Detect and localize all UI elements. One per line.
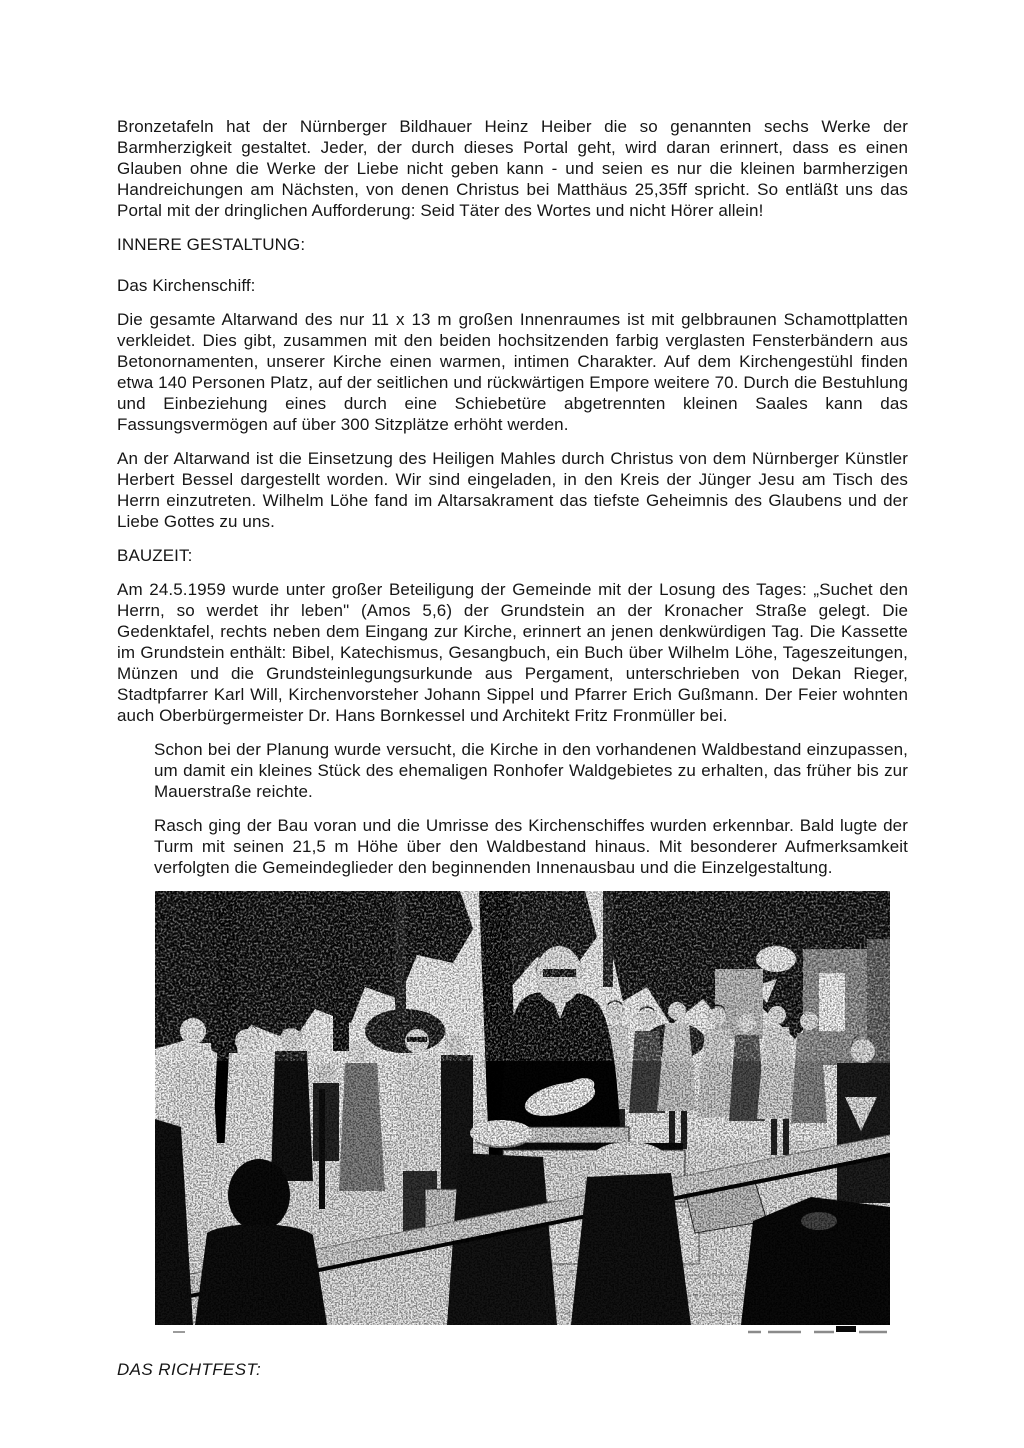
photo-grain-overlay xyxy=(155,891,890,1325)
paragraph-bronzetafeln: Bronzetafeln hat der Nürnberger Bildhauer Heinz Heiber die so genannten sechs Werke der Barmherzigkeit gestaltet. Jeder, der durch dieses Portal geht, wird daran erinnert, dass es einen Glauben ohne die Werke der Liebe nicht geben kann - und seien es nur die kleinen barmherzigen Handreichungen am Nächsten, von denen Christus bei Matthäus 25,35ff spricht. So entläßt uns das Portal mit der dringlichen Aufforderung: Seid Täter des Wortes und nicht Hörer allein! xyxy=(117,117,908,220)
grundsteinlegung-photo xyxy=(155,891,890,1337)
heading-innere-gestaltung: INNERE GESTALTUNG: xyxy=(117,235,306,254)
paragraph-baufortschritt: Rasch ging der Bau voran und die Umrisse des Kirchenschiffes wurden erkennbar. Bald lugte der Turm mit seinen 21,5 m Höhe über den Waldbestand hinaus. Mit besonderer Aufmerksamkeit verfolgten die Gemeindeglieder den beginnenden Innenausbau und die Einzelgestaltung. xyxy=(154,816,908,877)
heading-bauzeit: BAUZEIT: xyxy=(117,546,193,565)
paragraph-planung: Schon bei der Planung wurde versucht, die Kirche in den vorhandenen Waldbestand einzupassen, um damit ein kleines Stück des ehemaligen Ronhofer Waldgebietes zu erhalten, das früher bis zur Mauerstraße reichte. xyxy=(154,740,908,801)
heading-das-richtfest: DAS RICHTFEST: xyxy=(117,1360,262,1379)
photo-scan-artifacts xyxy=(173,1326,887,1332)
paragraph-heiliges-mahl: An der Altarwand ist die Einsetzung des Heiligen Mahles durch Christus von dem Nürnberger Künstler Herbert Bessel dargestellt worden. Wir sind eingeladen, in den Kreis der Jünger Jesu am Tisch des Herrn einzutreten. Wilhelm Löhe fand im Altarsakrament das tiefste Geheimnis des Glaubens und der Liebe Gottes zu uns. xyxy=(117,449,908,531)
subheading-das-kirchenschiff: Das Kirchenschiff: xyxy=(117,276,256,295)
paragraph-grundsteinlegung: Am 24.5.1959 wurde unter großer Beteiligung der Gemeinde mit der Losung des Tages: „Suchet den Herrn, so werdet ihr leben" (Amos 5,6) der Grundstein an der Kronacher Straße gelegt. Die Gedenktafel, rechts neben dem Eingang zur Kirche, erinnert an jenen denkwürdigen Tag. Die Kassette im Grundstein enthält: Bibel, Katechismus, Gesangbuch, ein Buch über Wilhelm Löhe, Tageszeitungen, Münzen und die Grundsteinlegungsurkunde aus Pergament, unterschrieben von Dekan Rieger, Stadtpfarrer Karl Will, Kirchenvorsteher Johann Sippel und Pfarrer Erich Gußmann. Der Feier wohnten auch Oberbürgermeister Dr. Hans Bornkessel und Architekt Fritz Fronmüller bei. xyxy=(117,580,908,725)
paragraph-altarwand: Die gesamte Altarwand des nur 11 x 13 m großen Innenraumes ist mit gelbbraunen Schamottplatten verkleidet. Dies gibt, zusammen mit den beiden hochsitzenden farbig verglasten Fensterbändern aus Betonornamenten, unserer Kirche einen warmen, intimen Charakter. Auf dem Kirchengestühl finden etwa 140 Personen Platz, auf der seitlichen und rückwärtigen Empore weitere 70. Durch die Bestuhlung und Einbeziehung eines durch eine Schiebetüre abgetrennten kleinen Saales kann das Fassungsvermögen auf über 300 Sitzplätze erhöht werden. xyxy=(117,310,908,434)
